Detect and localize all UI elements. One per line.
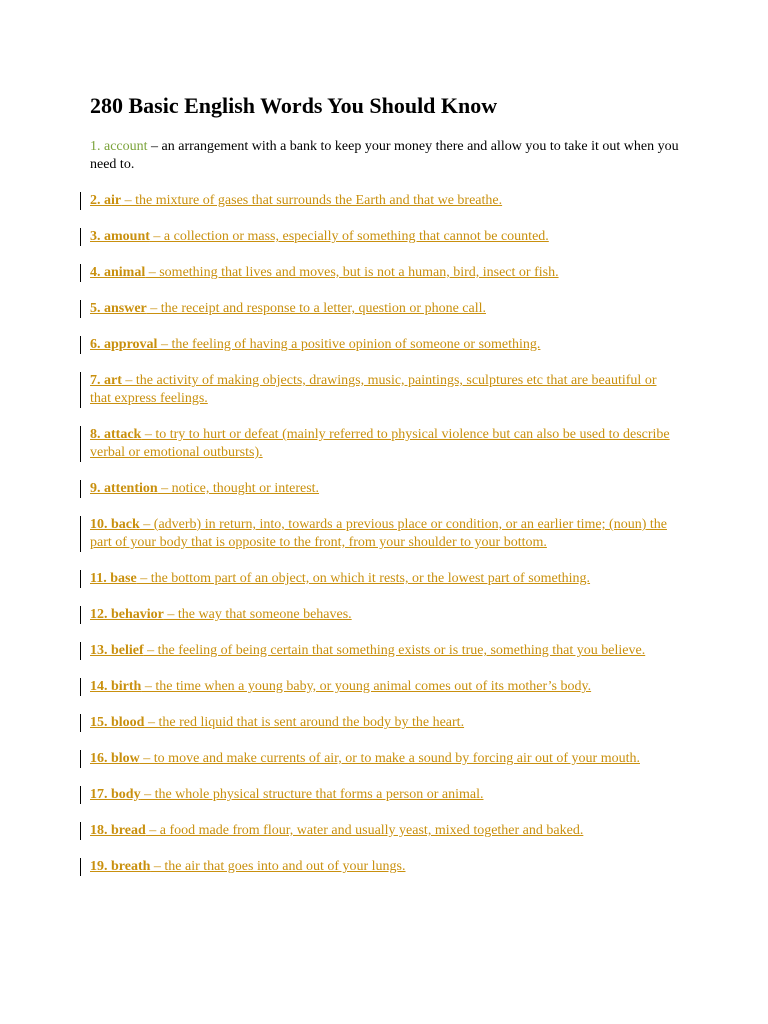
- change-bar: [80, 480, 81, 498]
- entry-definition: – the receipt and response to a letter, question or phone call.: [146, 301, 486, 316]
- page-title: 280 Basic English Words You Should Know: [90, 93, 498, 118]
- entry-definition: – the feeling of being certain that something exists or is true, something that you believe.: [143, 643, 646, 658]
- entry-blow: [90, 750, 680, 768]
- change-bar: [80, 426, 81, 462]
- entry-answer: [90, 300, 680, 318]
- document-page: [90, 92, 680, 894]
- entry-amount: [90, 228, 680, 246]
- change-bar: [80, 228, 81, 246]
- entry-definition: – something that lives and moves, but is not a human, bird, insect or fish.: [145, 265, 559, 280]
- change-bar: [80, 858, 81, 876]
- change-bar: [80, 264, 81, 282]
- entry-term: 9. attention: [90, 481, 158, 496]
- entry-definition: – to try to hurt or defeat (mainly referred to physical violence but can also be used to describe verbal or emotional outbursts).: [90, 427, 670, 460]
- entry-definition: – the activity of making objects, drawings, music, paintings, sculptures etc that are beautiful or that express feelings.: [90, 373, 657, 406]
- change-bar: [80, 642, 81, 660]
- entry-bread: [90, 822, 680, 840]
- entry-animal: [90, 264, 680, 282]
- entry-definition: – a food made from flour, water and usually yeast, mixed together and baked.: [145, 823, 584, 838]
- change-bar: [80, 570, 81, 588]
- change-bar: [80, 606, 81, 624]
- entry-term: 7. art: [90, 373, 122, 388]
- entry-breath: [90, 858, 680, 876]
- change-bar: [80, 786, 81, 804]
- entry-base: [90, 570, 680, 588]
- entry-term: 17. body: [90, 787, 141, 802]
- entry-definition: – (adverb) in return, into, towards a previous place or condition, or an earlier time; (noun) the part of your body that is opposite to the front, from your shoulder to your bottom.: [90, 517, 667, 550]
- entry-term: 3. amount: [90, 229, 150, 244]
- entry-body: [90, 786, 680, 804]
- entry-back: [90, 516, 680, 552]
- entry-definition: – the red liquid that is sent around the body by the heart.: [144, 715, 465, 730]
- change-bar: [80, 714, 81, 732]
- entry-term: 13. belief: [90, 643, 144, 658]
- change-bar: [80, 372, 81, 408]
- entry-definition: – the mixture of gases that surrounds the Earth and that we breathe.: [121, 193, 503, 208]
- entry-definition: – an arrangement with a bank to keep your money there and allow you to take it out when you need to.: [90, 139, 679, 172]
- entry-term: 16. blow: [90, 751, 140, 766]
- entry-approval: [90, 336, 680, 354]
- change-bar: [80, 300, 81, 318]
- entry-term: 18. bread: [90, 823, 146, 838]
- entry-term: 10. back: [90, 517, 140, 532]
- entry-air: [90, 192, 680, 210]
- change-bar: [80, 678, 81, 696]
- entry-birth: [90, 678, 680, 696]
- entry-term: 8. attack: [90, 427, 142, 442]
- entry-definition: – the way that someone behaves.: [163, 607, 352, 622]
- entry-term: 14. birth: [90, 679, 142, 694]
- entry-definition: – a collection or mass, especially of something that cannot be counted.: [149, 229, 549, 244]
- change-bar: [80, 822, 81, 840]
- entry-term: 19. breath: [90, 859, 151, 874]
- entry-term: 12. behavior: [90, 607, 164, 622]
- entry-attack: [90, 426, 680, 462]
- entry-term: 2. air: [90, 193, 122, 208]
- entry-account: [90, 138, 680, 174]
- change-bar: [80, 516, 81, 552]
- change-bar: [80, 192, 81, 210]
- change-bar: [80, 750, 81, 768]
- entry-behavior: [90, 606, 680, 624]
- entry-blood: [90, 714, 680, 732]
- entry-term: 4. animal: [90, 265, 146, 280]
- entry-belief: [90, 642, 680, 660]
- entry-attention: [90, 480, 680, 498]
- entry-definition: – the feeling of having a positive opinion of someone or something.: [157, 337, 541, 352]
- entry-definition: – the whole physical structure that forms a person or animal.: [140, 787, 484, 802]
- entry-term: 6. approval: [90, 337, 158, 352]
- entry-term: 11. base: [90, 571, 137, 586]
- entry-definition: – the time when a young baby, or young animal comes out of its mother’s body.: [141, 679, 592, 694]
- entry-term: 5. answer: [90, 301, 147, 316]
- entry-definition: – the air that goes into and out of your lungs.: [150, 859, 406, 874]
- change-bar: [80, 336, 81, 354]
- entry-definition: – the bottom part of an object, on which it rests, or the lowest part of something.: [136, 571, 591, 586]
- entry-art: [90, 372, 680, 408]
- entry-term: 1. account: [90, 139, 148, 154]
- entry-definition: – to move and make currents of air, or to make a sound by forcing air out of your mouth.: [139, 751, 640, 766]
- entry-definition: – notice, thought or interest.: [157, 481, 320, 496]
- entry-term: 15. blood: [90, 715, 145, 730]
